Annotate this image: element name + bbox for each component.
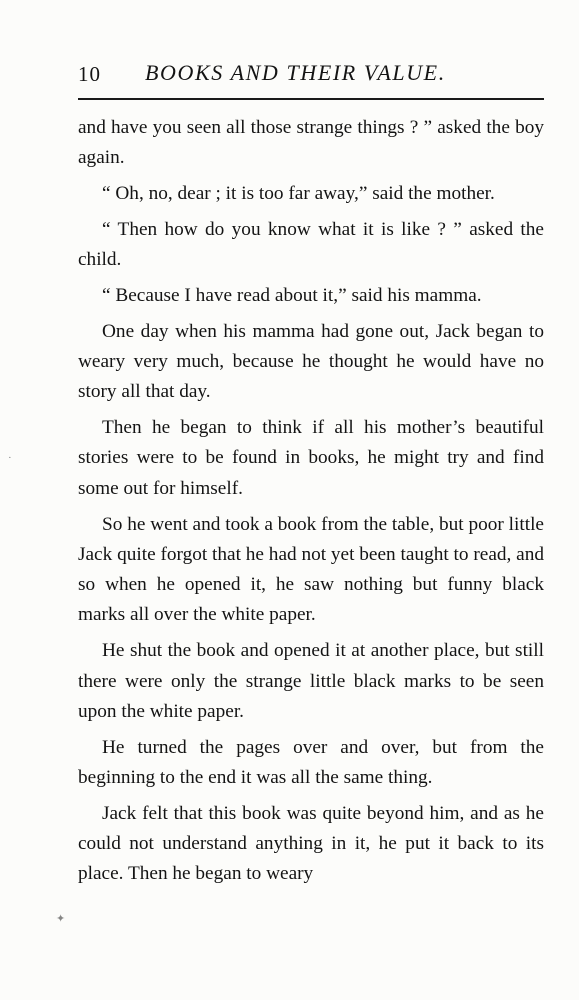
page-header	[78, 58, 544, 90]
paragraph: “ Then how do you know what it is like ? ” asked the child.	[78, 218, 544, 271]
header-rule	[78, 98, 544, 100]
paragraph: Jack felt that this book was quite beyond him, and as he could not understand anything in it, he put it back to its place. Then he began to weary	[78, 802, 544, 885]
paragraph: So he went and took a book from the table, but poor little Jack quite forgot that he had not yet been taught to read, and so when he opened it, he saw nothing but funny black marks all over the white paper.	[78, 513, 544, 626]
paper-speck: ·	[8, 452, 12, 464]
paragraph: He turned the pages over and over, but from the beginning to the end it was all the same thing.	[78, 736, 544, 788]
paper-speck: ✦	[56, 913, 66, 925]
page-number: 10	[78, 62, 101, 86]
paragraph: and have you seen all those strange things ? ” asked the boy again.	[78, 117, 544, 169]
paragraph: “ Oh, no, dear ; it is too far away,” said the mother.	[102, 183, 495, 205]
paragraph: “ Because I have read about it,” said his mamma.	[102, 284, 482, 306]
paragraph: One day when his mamma had gone out, Jack began to weary very much, because he thought he would have no story all that day.	[78, 320, 544, 403]
running-head: BOOKS AND THEIR VALUE.	[145, 60, 446, 85]
paragraph: He shut the book and opened it at another place, but still there were only the strange little black marks to be seen upon the white paper.	[78, 640, 544, 722]
paragraph: Then he began to think if all his mother’s beautiful stories were to be found in books, he might try and find some out for himself.	[78, 417, 544, 499]
body-text	[78, 113, 544, 890]
